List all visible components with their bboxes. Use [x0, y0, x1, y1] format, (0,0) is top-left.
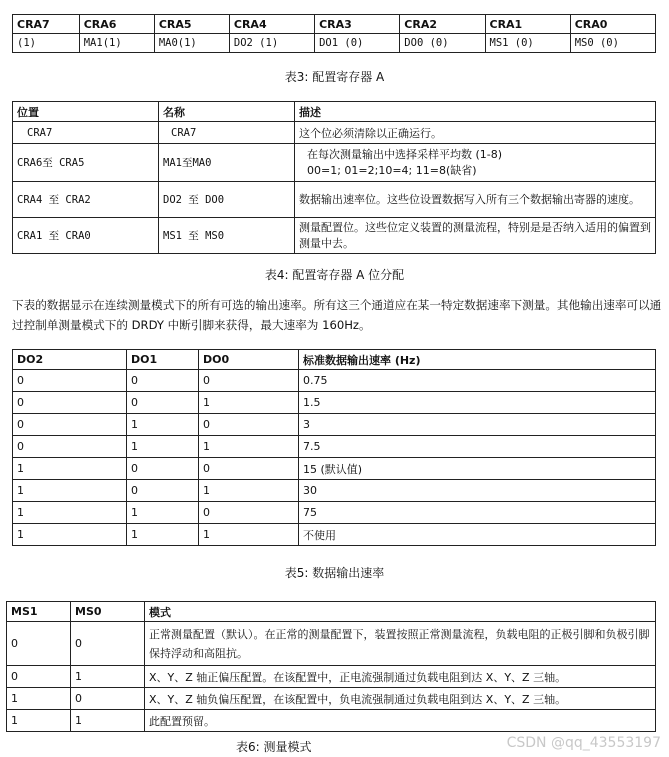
table4-cell: CRA4 至 CRA2: [13, 182, 159, 218]
table5-cell: 1: [199, 524, 299, 546]
table-row: [13, 392, 656, 414]
table4-cell: CRA1 至 CRA0: [13, 218, 159, 254]
table3-cell: MA1(1): [79, 34, 154, 53]
intro-paragraph: 下表的数据显示在连续测量模式下的所有可选的输出速率。所有这三个通道应在某一特定数据速率下测量。其他输出速率可以通过控制单测量模式下的 DRDY 中断引脚来获得，最大速率为 160Hz。: [12, 298, 662, 332]
table-row: [7, 666, 656, 688]
table4-register-bits: [12, 101, 656, 254]
table5-caption: 表5: 数据输出速率: [284, 566, 385, 580]
table5-cell: 0: [127, 392, 199, 414]
table5-cell: 0: [127, 458, 199, 480]
table3-header: CRA7: [13, 15, 80, 34]
table-row: [13, 370, 656, 392]
table5-output-rate: [12, 349, 656, 546]
table5-header: 标准数据输出速率 (Hz): [299, 350, 656, 370]
table3-cell: DO1 (0): [315, 34, 400, 53]
table4-cell: MA1至MA0: [159, 144, 295, 182]
table5-header: DO2: [13, 350, 127, 370]
table3-header: CRA1: [485, 15, 570, 34]
table5-cell: 1: [127, 436, 199, 458]
watermark: CSDN @qq_43553197: [506, 735, 661, 751]
table6-caption: 表6: 测量模式: [236, 740, 312, 754]
table5-cell: 0: [199, 414, 299, 436]
table6-cell: 1: [71, 710, 145, 732]
table3-header: CRA0: [570, 15, 655, 34]
table5-cell: 3: [299, 414, 656, 436]
table5-header: DO0: [199, 350, 299, 370]
table3-cell: MA0(1): [154, 34, 229, 53]
table6-cell: 1: [7, 710, 71, 732]
table6-cell: 0: [71, 622, 145, 666]
table6-measurement-mode: [6, 601, 656, 732]
table5-cell: 1: [13, 458, 127, 480]
table5-cell: 1.5: [299, 392, 656, 414]
table3-header: CRA3: [315, 15, 400, 34]
table-row: [7, 622, 656, 666]
table5-cell: 1: [199, 480, 299, 502]
table5-cell: 1: [13, 480, 127, 502]
table4-cell: 在每次测量输出中选择采样平均数 (1-8) 00=1; 01=2;10=4; 11=8(缺省): [295, 144, 656, 182]
table5-cell: 0: [127, 370, 199, 392]
table5-header-row: [13, 350, 656, 370]
table5-cell: 0: [199, 370, 299, 392]
table-row: [13, 218, 656, 254]
table5-cell: 1: [127, 502, 199, 524]
table5-cell: 0: [199, 458, 299, 480]
table5-cell: 1: [127, 414, 199, 436]
table6-header-row: [7, 602, 656, 622]
table4-header: 位置: [13, 102, 159, 122]
table6-header: 模式: [145, 602, 656, 622]
table5-cell: 30: [299, 480, 656, 502]
table5-cell: 不使用: [299, 524, 656, 546]
table4-cell: 测量配置位。这些位定义装置的测量流程，特别是是否纳入适用的偏置到测量中去。: [295, 218, 656, 254]
table-row: [13, 502, 656, 524]
table-row: [7, 710, 656, 732]
table-row: [13, 122, 656, 144]
table6-header: MS0: [71, 602, 145, 622]
table4-header: 名称: [159, 102, 295, 122]
table-row: [7, 688, 656, 710]
table-row: [13, 458, 656, 480]
table4-cell: 数据输出速率位。这些位设置数据写入所有三个数据输出寄器的速度。: [295, 182, 656, 218]
table3-cell: DO2 (1): [229, 34, 314, 53]
table4-caption: 表4: 配置寄存器 A 位分配: [264, 268, 405, 282]
table-row: [13, 436, 656, 458]
table4-header: 描述: [295, 102, 656, 122]
table6-cell: 此配置预留。: [145, 710, 656, 732]
table-row: [13, 480, 656, 502]
table5-cell: 0: [13, 370, 127, 392]
table4-cell: DO2 至 DO0: [159, 182, 295, 218]
table5-header: DO1: [127, 350, 199, 370]
table3-header: CRA4: [229, 15, 314, 34]
table6-header: MS1: [7, 602, 71, 622]
table6-cell: 0: [7, 666, 71, 688]
table-row: [13, 182, 656, 218]
table3-header-row: [13, 15, 656, 34]
table5-cell: 1: [199, 436, 299, 458]
table3-cell: MS1 (0): [485, 34, 570, 53]
table3-header: CRA2: [400, 15, 485, 34]
table6-cell: 1: [7, 688, 71, 710]
table6-cell: 1: [71, 666, 145, 688]
table3-header: CRA5: [154, 15, 229, 34]
table4-cell: 这个位必须清除以正确运行。: [295, 122, 656, 144]
table-row: [13, 414, 656, 436]
table5-cell: 0.75: [299, 370, 656, 392]
table6-cell: X、Y、Z 轴负偏压配置，在该配置中，负电流强制通过负载电阻到达 X、Y、Z 三轴。: [145, 688, 656, 710]
table-row: [13, 524, 656, 546]
table5-cell: 75: [299, 502, 656, 524]
table4-cell: MS1 至 MS0: [159, 218, 295, 254]
table3-caption: 表3: 配置寄存器 A: [284, 70, 385, 84]
table5-cell: 1: [127, 524, 199, 546]
table6-cell: 0: [7, 622, 71, 666]
table5-cell: 1: [13, 502, 127, 524]
table5-cell: 15 (默认值): [299, 458, 656, 480]
table5-cell: 0: [13, 436, 127, 458]
table5-cell: 1: [199, 392, 299, 414]
table5-cell: 0: [13, 392, 127, 414]
table4-cell: CRA7: [159, 122, 295, 144]
table4-cell: CRA6至 CRA5: [13, 144, 159, 182]
table3-value-row: [13, 34, 656, 53]
table6-cell: 0: [71, 688, 145, 710]
table5-cell: 7.5: [299, 436, 656, 458]
table3-register-a: [12, 14, 656, 53]
table4-header-row: [13, 102, 656, 122]
table3-header: CRA6: [79, 15, 154, 34]
table6-cell: 正常测量配置（默认）。在正常的测量配置下，装置按照正常测量流程，负载电阻的正极引脚和负极引脚保持浮动和高阻抗。: [145, 622, 656, 666]
table-row: [13, 144, 656, 182]
table5-cell: 0: [13, 414, 127, 436]
table6-cell: X、Y、Z 轴正偏压配置。在该配置中，正电流强制通过负载电阻到达 X、Y、Z 三轴。: [145, 666, 656, 688]
table5-cell: 0: [127, 480, 199, 502]
table3-cell: MS0 (0): [570, 34, 655, 53]
table5-cell: 0: [199, 502, 299, 524]
table4-cell: CRA7: [13, 122, 159, 144]
table5-cell: 1: [13, 524, 127, 546]
table3-cell: (1): [13, 34, 80, 53]
table3-cell: DO0 (0): [400, 34, 485, 53]
